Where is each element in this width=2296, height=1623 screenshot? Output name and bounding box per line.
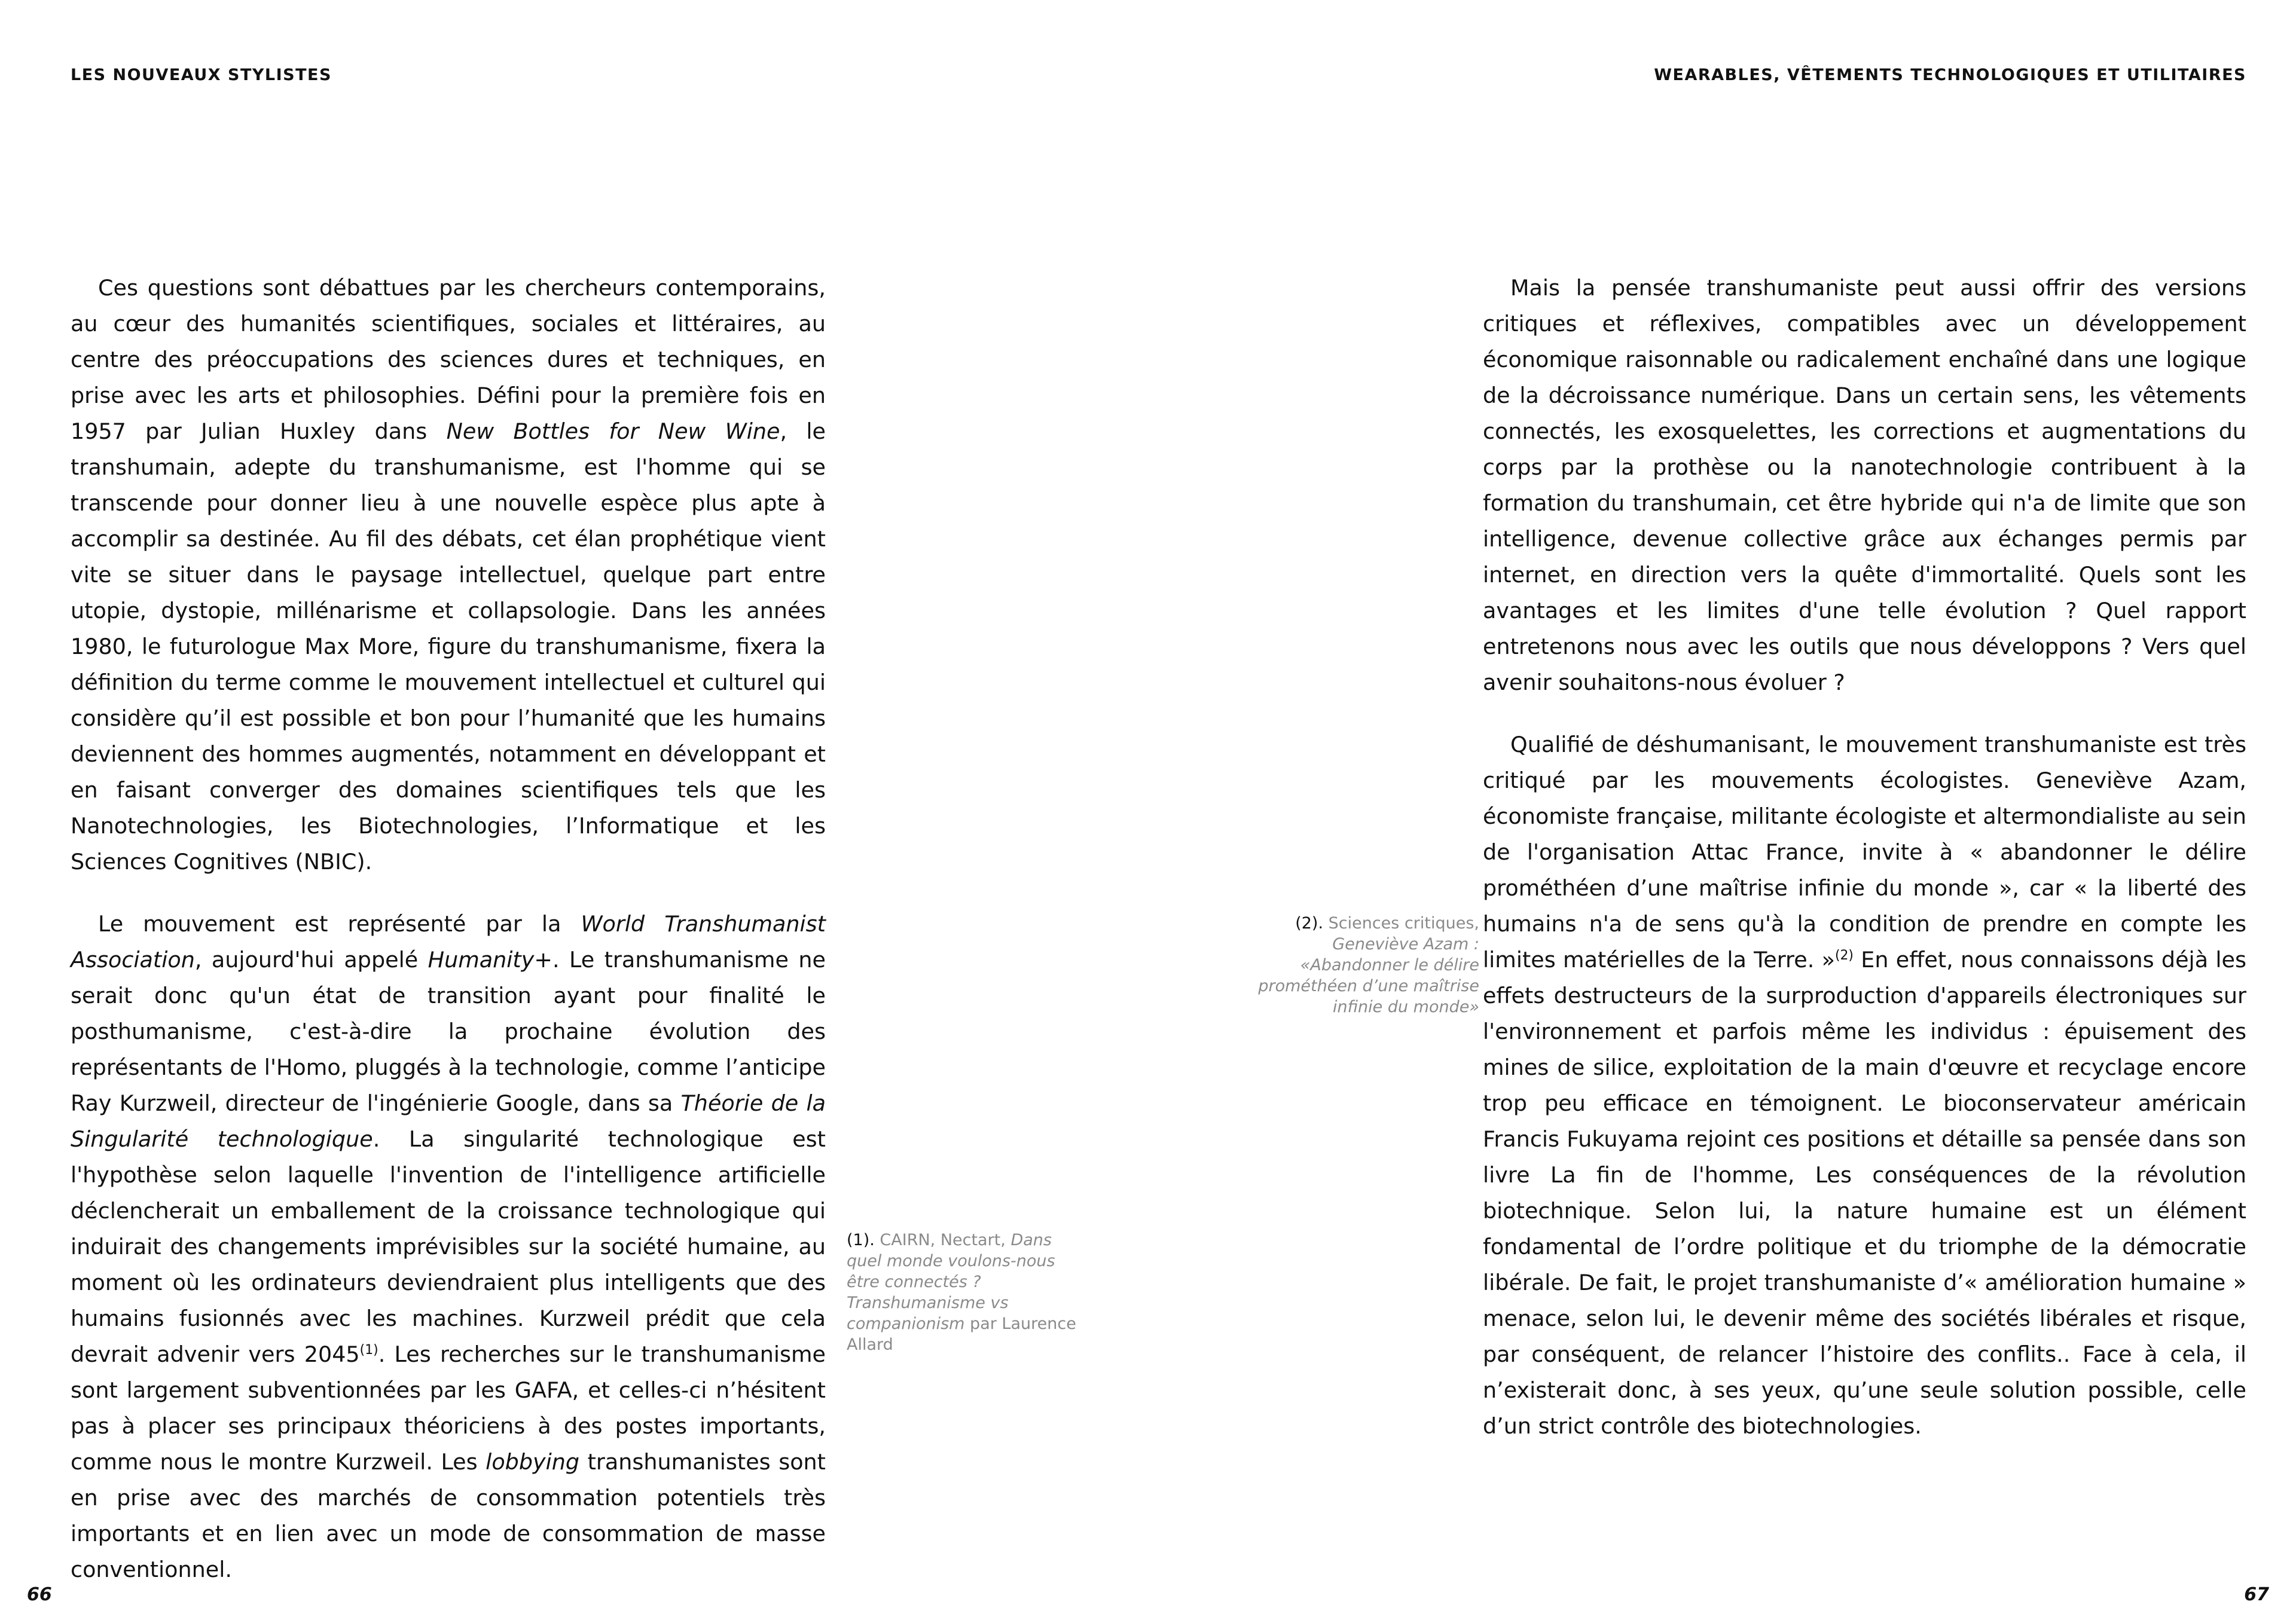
footnote-ref-2: (2) [1834,947,1854,963]
page-number-right: 67 [2244,1584,2269,1605]
running-head-left: LES NOUVEAUX STYLISTES [71,66,332,84]
footnote-2: (2). Sciences critiques, Geneviève Azam : «Abandonner le délire prométhéen d’une maîtrise infinie du monde» [1258,914,1479,1016]
footnote-1: (1). CAIRN, Nectart, Dans quel monde voulons-nous être connectés ? Transhumanisme vs companionism par Laurence Allard [847,1231,1076,1354]
paragraph: Ces questions sont débattues par les chercheurs contemporains, au cœur des humanités scientifiques, sociales et littéraires, au centre des préoccupations des sciences dures et techniques, en prise avec les arts et philosophies. Défini pour la première fois en 1957 par Julian Huxley dans New Bottles for New Wine, le transhumain, adepte du transhumanisme, est l'homme qui se transcende pour donner lieu à une nouvelle espèce plus apte à accomplir sa destinée. Au fil des débats, cet élan prophétique vient vite se situer dans le paysage intellectuel, quelque part entre utopie, dystopie, millénarisme et collapsologie. Dans les années 1980, le futurologue Max More, figure du transhumanisme, fixera la définition du terme comme le mouvement intellectuel et culturel qui considère qu’il est possible et bon pour l’humanité que les humains deviennent des hommes augmentés, notamment en développant et en faisant converger des domaines scientifiques tels que les Nanotechnologies, les Biotechnologies, l’Informatique et les Sciences Cognitives (NBIC). [71,275,826,875]
paragraph: Mais la pensée transhumaniste peut aussi offrir des versions critiques et réflexives, compatibles avec un développement économique raisonnable ou radicalement enchaîné dans une logique de la décroissance numérique. Dans un certain sens, les vêtements connectés, les exosquelettes, les corrections et augmentations du corps par la prothèse ou la nanotechnologie contribuent à la formation du transhumain, cet être hybride qui n'a de limite que son intelligence, devenue collective grâce aux échanges permis par internet, en direction vers la quête d'immortalité. Quels sont les avantages et les limites d'une telle évolution ? Quel rapport entretenons nous avec les outils que nous développons ? Vers quel avenir souhaitons-nous évoluer ? [1483,275,2246,695]
right-body-column [1483,270,2246,1444]
page-number-left: 66 [27,1584,52,1605]
footnote-ref-1: (1) [359,1342,378,1358]
running-head-right: WEARABLES, VÊTEMENTS TECHNOLOGIQUES ET UTILITAIRES [1654,66,2246,84]
paragraph: Qualifié de déshumanisant, le mouvement transhumaniste est très critiqué par les mouvements écologistes. Geneviève Azam, économiste française, militante écologiste et altermondialiste au sein de l'organisation Attac France, invite à « abandonner le délire prométhéen d’une maîtrise infinie du monde », car « la liberté des humains n'a de sens qu'à la condition de prendre en compte les limites matérielles de la Terre. »$^{(2)}$ En effet, nous connaissons déjà les effets destructeurs de la surproduction d'appareils électroniques sur l'environnement et parfois même les individus : épuisement des mines de silice, exploitation de la main d'œuvre et recyclage encore trop peu efficace en témoignent. Le bioconservateur américain Francis Fukuyama rejoint ces positions et détaille sa pensée dans son livre La fin de l'homme, Les conséquences de la révolution biotechnique. Selon lui, la nature humaine est un élément fondamental de l’ordre politique et du triomphe de la démocratie libérale. De fait, le projet transhumaniste d’« amélioration humaine » menace, selon lui, le devenir même des sociétés libérales et risque, par conséquent, de relancer l’histoire des conflits.. Face à cela, il n’existerait donc, à ses yeux, qu’une seule solution possible, celle d’un strict contrôle des biotechnologies. [1483,732,2246,1439]
paragraph: Le mouvement est représenté par la World Transhumanist Association, aujourd'hui appelé Humanity+. Le transhumanisme ne serait donc qu'un état de transition ayant pour finalité le posthumanisme, c'est-à-dire la prochaine évolution des représentants de l'Homo, pluggés à la technologie, comme l’anticipe Ray Kurzweil, directeur de l'ingénierie Google, dans sa Théorie de la Singularité technologique. La singularité technologique est l'hypothèse selon laquelle l'invention de l'intelligence artificielle déclencherait un emballement de la croissance technologique qui induirait des changements imprévisibles sur la société humaine, au moment où les ordinateurs deviendraient plus intelligents que des humains fusionnés avec les machines. Kurzweil prédit que cela devrait advenir vers 2045$^{(1)}$. Les recherches sur le transhumanisme sont largement subventionnées par les GAFA, et celles-ci n’hésitent pas à placer ses principaux théoriciens à des postes importants, comme nous le montre Kurzweil. Les lobbying transhumanistes sont en prise avec des marchés de consommation potentiels très importants et en lien avec un mode de consommation de masse conventionnel. [71,911,826,1582]
left-body-column [71,270,826,1588]
right-page [1148,0,2296,1623]
